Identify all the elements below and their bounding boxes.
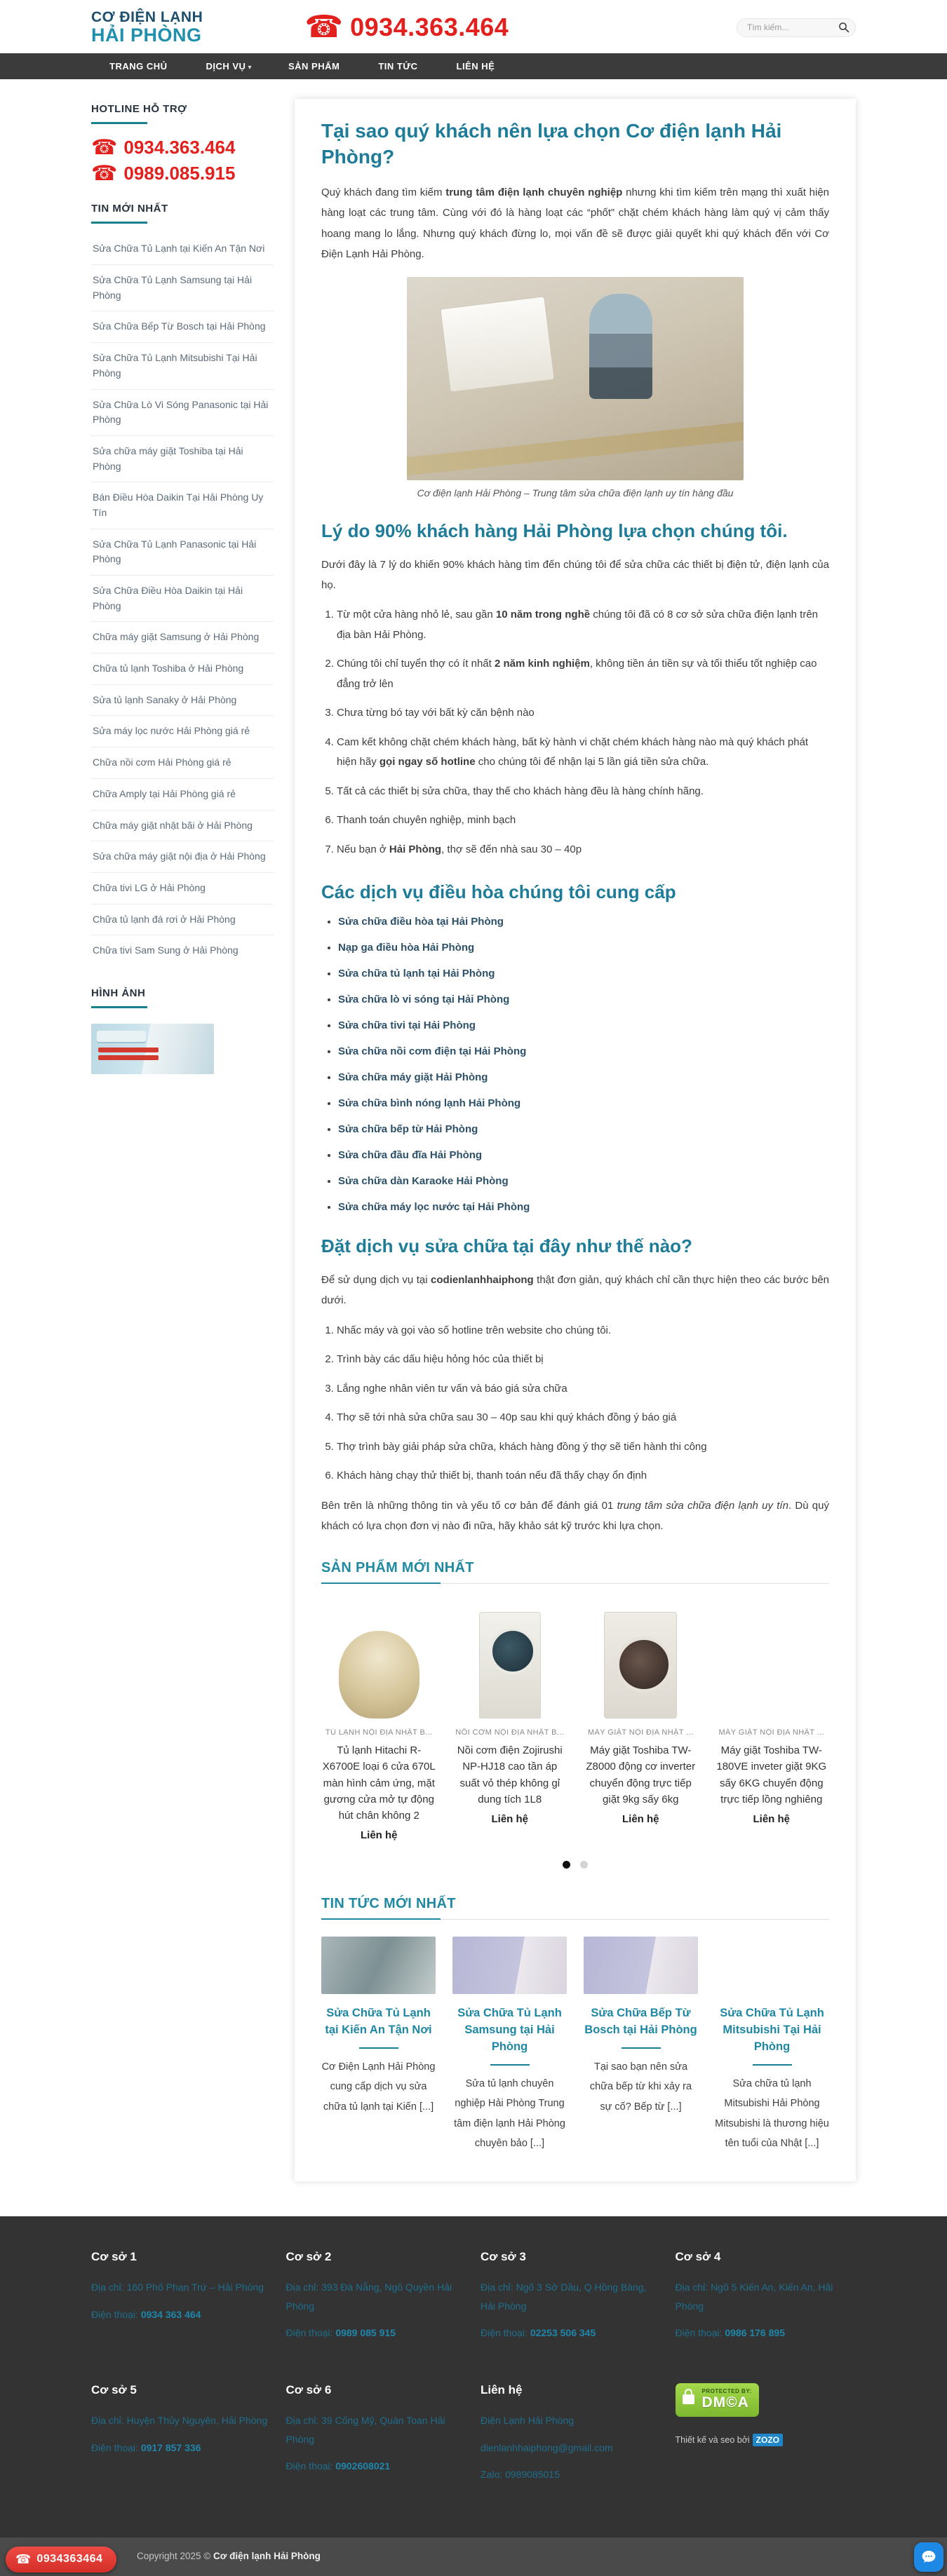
- list-item: [91, 935, 274, 966]
- sidebar-news-link[interactable]: Sửa chữa máy giặt Toshiba tại Hải Phòng: [93, 445, 243, 472]
- dmca-badge[interactable]: PROTECTED BY: DM©A: [676, 2383, 759, 2417]
- article-image: [407, 277, 744, 480]
- service-link[interactable]: Sửa chữa lò vi sóng tại Hải Phòng: [338, 994, 510, 1006]
- sidebar-news-link[interactable]: Chữa nồi cơm Hải Phòng giá rẻ: [93, 757, 231, 768]
- footer-location-title: Cơ sở 5: [91, 2382, 137, 2397]
- reason-item: 1. Từ một cửa hàng nhỏ lẻ, sau gần 10 năm trong nghề chúng tôi đã có 8 cơ sở sửa chữa điện lạnh trên địa bàn Hải Phòng.: [337, 605, 829, 645]
- list-item: [91, 576, 274, 622]
- sidebar-news-link[interactable]: Sửa Chữa Điều Hòa Daikin tại Hải Phòng: [93, 585, 243, 611]
- list-item: [91, 873, 274, 904]
- reasons-intro: Dưới đây là 7 lý do khiến 90% khách hàng tìm đến chúng tôi để sửa chữa các thiết bị điện tử, điện lạnh của họ.: [321, 558, 829, 592]
- nav-link[interactable]: LIÊN HỆ: [456, 61, 495, 72]
- footer-phone-link[interactable]: 02253 506 345: [530, 2327, 596, 2339]
- product-price: Liên hệ: [622, 1813, 659, 1826]
- footer-address: Địa chỉ: 160 Phố Phan Trứ – Hải Phòng: [91, 2282, 264, 2293]
- product-price: Liên hệ: [491, 1813, 528, 1826]
- footer-location: [91, 2383, 272, 2493]
- list-item: [91, 747, 274, 779]
- site-logo[interactable]: [91, 10, 203, 45]
- floating-call-number: 0934363464: [36, 2553, 103, 2565]
- nav-link[interactable]: DỊCH VỤ ▾: [206, 61, 252, 72]
- chevron-down-icon: ▾: [248, 64, 252, 72]
- reason-item: 3. Chưa từng bó tay với bất kỳ căn bệnh nào: [337, 703, 829, 724]
- sidebar-news-link[interactable]: Sửa Chữa Tủ Lạnh Panasonic tại Hải Phòng: [93, 538, 257, 565]
- service-link[interactable]: Sửa chữa bếp từ Hải Phòng: [338, 1123, 478, 1136]
- list-item: [91, 716, 274, 747]
- news-card[interactable]: [452, 1937, 567, 2153]
- step-item: 6. Khách hàng chạy thử thiết bị, thanh toán nếu đã thấy chạy ổn định: [337, 1466, 829, 1486]
- logo-line2: HẢI PHÒNG: [91, 25, 202, 46]
- closing-paragraph: Bên trên là những thông tin và yếu tố cơ bản để đánh giá 01 trung tâm sửa chữa điện lạnh uy tín. Dù quý khách có lựa chọn đơn vị nào đi nữa, hãy khảo sát kỹ trước khi lựa chọn.: [321, 1499, 829, 1532]
- sidebar-promo-image[interactable]: [91, 1024, 214, 1074]
- list-item: [91, 343, 274, 389]
- footer-location-title: Cơ sở 4: [675, 2250, 721, 2264]
- chat-bubble-icon: [920, 2549, 937, 2565]
- footer-phone-line: Điện thoại: 0917 857 336: [91, 2441, 201, 2453]
- sidebar-news-link[interactable]: Chữa tủ lạnh Toshiba ở Hải Phòng: [93, 663, 244, 674]
- nav-link[interactable]: SẢN PHẨM: [288, 61, 340, 72]
- footer-phone-link[interactable]: 0989 085 915: [335, 2327, 396, 2339]
- list-item: [91, 482, 274, 529]
- footer-location: [91, 2250, 272, 2351]
- service-link[interactable]: Sửa chữa bình nóng lạnh Hải Phòng: [338, 1097, 521, 1110]
- service-item: [338, 1045, 829, 1058]
- page-title: Tại sao quý khách nên lựa chọn Cơ điện lạnh Hải Phòng?: [321, 120, 782, 168]
- sidebar-news-link[interactable]: Sửa Chữa Lò Vi Sóng Panasonic tại Hải Phòng: [93, 398, 269, 426]
- product-category[interactable]: NỒI CƠM NỘI ĐỊA NHẬT B...: [455, 1728, 565, 1737]
- image-caption: Cơ điện lạnh Hải Phòng – Trung tâm sửa chữa điện lạnh uy tín hàng đầu: [417, 487, 734, 499]
- carousel-pagination: [321, 1859, 829, 1872]
- copyright-bar: [0, 2537, 947, 2576]
- news-divider: [622, 2047, 661, 2049]
- list-item: [91, 622, 274, 653]
- floating-call-button[interactable]: [6, 2547, 116, 2572]
- reason-item: 2. Chúng tôi chỉ tuyển thợ có ít nhất 2 năm kinh nghiệm, không tiền án tiền sự và tối thiểu tốt nghiệp cao đẳng trở lên: [337, 654, 829, 694]
- footer-contact-name: Điện Lạnh Hải Phòng: [481, 2414, 575, 2426]
- product-shape: [339, 1631, 419, 1719]
- step-item: 1. Nhấc máy và gọi vào số hotline trên website cho chúng tôi.: [337, 1321, 829, 1341]
- service-item: [338, 1071, 829, 1084]
- site-footer: [0, 2216, 947, 2537]
- footer-location-title: Cơ sở 2: [286, 2250, 332, 2264]
- ac-unit-shape: [440, 296, 555, 392]
- header-phone-number: 0934.363.464: [350, 13, 509, 42]
- list-item: [91, 529, 274, 576]
- news-section-title: TIN TỨC MỚI NHẤT: [321, 1896, 456, 1912]
- sidebar-news-link[interactable]: Sửa chữa máy giặt nội địa ở Hải Phòng: [93, 850, 266, 862]
- sidebar-news-link[interactable]: Sửa tủ lạnh Sanaky ở Hải Phòng: [93, 693, 237, 705]
- nav-item: [91, 53, 188, 79]
- header-phone[interactable]: [304, 12, 509, 43]
- service-link[interactable]: Sửa chữa máy lọc nước tại Hải Phòng: [338, 1201, 530, 1214]
- reason-item: 5. Tất cả các thiết bị sửa chữa, thay thế cho khách hàng đều là hàng chính hãng.: [337, 782, 829, 802]
- footer-address: Địa chỉ: Ngõ 5 Kiến An, Kiến An, Hải Phòng: [675, 2282, 833, 2312]
- section-divider: [321, 1583, 829, 1584]
- phone-icon: ☎: [91, 161, 118, 185]
- footer-phone-link[interactable]: 0934 363 464: [140, 2308, 201, 2320]
- service-item: [338, 1019, 829, 1032]
- product-shape: [604, 1612, 677, 1719]
- news-title[interactable]: Sửa Chữa Tủ Lạnh tại Kiến An Tận Nơi: [325, 2007, 432, 2037]
- service-link[interactable]: Sửa chữa đầu đĩa Hải Phòng: [338, 1149, 483, 1162]
- news-card[interactable]: [321, 1937, 436, 2153]
- sidebar-news-link[interactable]: Bán Điều Hòa Daikin Tại Hải Phòng Uy Tín: [93, 492, 264, 518]
- service-link[interactable]: Sửa chữa tivi tại Hải Phòng: [338, 1019, 476, 1032]
- product-card[interactable]: [452, 1601, 568, 1841]
- footer-phone-link[interactable]: 0902608021: [335, 2460, 391, 2472]
- reasons-heading: Lý do 90% khách hàng Hải Phòng lựa chọn chúng tôi.: [321, 520, 788, 542]
- product-shape: [479, 1612, 541, 1719]
- footer-address: Địa chỉ: 39 Cống Mỹ, Quán Toan Hải Phòng: [286, 2414, 445, 2445]
- footer-phone-line: Điện thoại: 02253 506 345: [481, 2327, 596, 2339]
- footer-location: [286, 2383, 467, 2493]
- zalo-chat-button[interactable]: [914, 2542, 943, 2572]
- search-icon[interactable]: [838, 22, 849, 33]
- service-item: [338, 994, 829, 1006]
- product-category[interactable]: TỦ LẠNH NỘI ĐỊA NHẬT B...: [325, 1728, 433, 1737]
- footer-location-title: Cơ sở 1: [91, 2250, 137, 2264]
- copyright-site: Cơ điện lạnh Hải Phòng: [213, 2550, 321, 2561]
- footer-zalo[interactable]: Zalo: 0989085015: [481, 2469, 560, 2481]
- hotline-number[interactable]: ☎ 0934.363.464: [91, 135, 236, 159]
- booking-heading: Đặt dịch vụ sửa chữa tại đây như thế nào?: [321, 1235, 692, 1257]
- list-item: [91, 390, 274, 436]
- service-link[interactable]: Nạp ga điều hòa Hải Phòng: [338, 942, 475, 954]
- article-figure: [321, 277, 829, 499]
- service-link[interactable]: Sửa chữa điều hòa tại Hải Phòng: [338, 916, 504, 928]
- news-card[interactable]: [584, 1937, 698, 2153]
- news-card[interactable]: [715, 1937, 829, 2153]
- list-item: [91, 779, 274, 811]
- list-item: [91, 436, 274, 482]
- product-image: [321, 1601, 437, 1719]
- step-item: 4. Thợ sẽ tới nhà sửa chữa sau 30 – 40p sau khi quý khách đồng ý báo giá: [337, 1408, 829, 1428]
- news-thumbnail: [452, 1937, 567, 1994]
- sidebar-news-link[interactable]: Sửa Chữa Tủ Lạnh Samsung tại Hải Phòng: [93, 274, 253, 301]
- nav-item: [270, 53, 360, 79]
- sidebar-news-link[interactable]: Sửa Chữa Tủ Lạnh tại Kiến An Tận Nơi: [93, 243, 265, 255]
- footer-phone-line: Điện thoại: 0902608021: [286, 2460, 391, 2472]
- footer-location-title: Cơ sở 6: [286, 2382, 332, 2397]
- list-item: [91, 841, 274, 873]
- footer-address: Địa chỉ: Ngõ 3 Sở Dầu, Q Hồng Bàng, Hải Phòng: [481, 2282, 647, 2312]
- zozo-badge[interactable]: ZOZO: [753, 2434, 783, 2446]
- sidebar-news-link[interactable]: Chữa tivi Sam Sung ở Hải Phòng: [93, 944, 239, 956]
- footer-location: [481, 2250, 661, 2351]
- service-item: [338, 1123, 829, 1136]
- footer-phone-line: Điện thoại: 0986 176 895: [675, 2327, 785, 2339]
- list-item: [91, 233, 274, 265]
- service-item: [338, 1097, 829, 1110]
- service-item: [338, 1149, 829, 1162]
- phone-icon: ☎: [91, 135, 118, 159]
- footer-phone-link[interactable]: 0917 857 336: [140, 2441, 201, 2453]
- section-divider: [321, 1919, 829, 1920]
- product-category[interactable]: MÁY GIẶT NỘI ĐỊA NHẬT ...: [718, 1728, 825, 1737]
- service-item: [338, 1201, 829, 1214]
- news-thumbnail: [321, 1937, 436, 1994]
- news-title[interactable]: Sửa Chữa Tủ Lạnh Samsung tại Hải Phòng: [457, 2007, 562, 2054]
- images-title: HÌNH ẢNH: [91, 987, 274, 1008]
- services-heading: Các dịch vụ điều hòa chúng tôi cung cấp: [321, 881, 676, 903]
- service-item: [338, 916, 829, 928]
- news-divider: [490, 2064, 530, 2066]
- footer-location-title: Cơ sở 3: [481, 2250, 526, 2264]
- product-category[interactable]: MÁY GIẶT NỘI ĐỊA NHẬT ...: [587, 1728, 694, 1737]
- sidebar-news-link[interactable]: Sửa máy lọc nước Hải Phòng giá rẻ: [93, 725, 250, 737]
- list-item: [91, 904, 274, 936]
- news-excerpt: Tại sao bạn nên sửa chữa bếp từ khi xảy ra sự cố? Bếp từ [...]: [589, 2061, 692, 2113]
- worker-shape: [589, 294, 652, 399]
- product-title[interactable]: Nồi cơm điện Zojirushi NP-HJ18 cao tần áp suất vỏ thép không gỉ dung tích 1L8: [457, 1744, 563, 1805]
- service-link[interactable]: Sửa chữa tủ lạnh tại Hải Phòng: [338, 968, 495, 980]
- sidebar-news-link[interactable]: Chữa máy giặt nhật bãi ở Hải Phòng: [93, 819, 253, 831]
- logo-line1: CƠ ĐIỆN LẠNH: [91, 9, 203, 25]
- hotline-number[interactable]: ☎ 0989.085.915: [91, 161, 236, 185]
- list-item: [91, 311, 274, 343]
- product-image: [583, 1601, 699, 1719]
- nav-item: [438, 53, 516, 79]
- sidebar-news-link[interactable]: Sửa Chữa Bếp Từ Bosch tại Hải Phòng: [93, 320, 266, 332]
- latest-news-title: TIN MỚI NHẤT: [91, 203, 274, 224]
- nav-link[interactable]: TRANG CHỦ: [109, 61, 168, 72]
- reason-item: 7. Nếu bạn ở Hải Phòng, thợ sẽ đến nhà sau 30 – 40p: [337, 840, 829, 860]
- carousel-dot-active[interactable]: [563, 1861, 570, 1869]
- products-section-title: SẢN PHẨM MỚI NHẤT: [321, 1560, 474, 1576]
- product-card[interactable]: [714, 1601, 830, 1841]
- service-link[interactable]: Sửa chữa dàn Karaoke Hải Phòng: [338, 1175, 509, 1188]
- footer-location: [676, 2250, 857, 2351]
- footer-address: Địa chỉ: Huyện Thủy Nguyên, Hải Phòng: [91, 2414, 268, 2426]
- product-image: [452, 1601, 568, 1719]
- list-item: [91, 811, 274, 842]
- step-item: 5. Thợ trình bày giải pháp sửa chữa, khách hàng đồng ý thợ sẽ tiến hành thi công: [337, 1437, 829, 1458]
- step-item: 2. Trình bày các dấu hiệu hỏng hóc của thiết bị: [337, 1350, 829, 1370]
- list-item: [91, 265, 274, 311]
- product-price: Liên hệ: [753, 1813, 790, 1826]
- news-title[interactable]: Sửa Chữa Tủ Lạnh Mitsubishi Tại Hải Phòng: [720, 2007, 824, 2054]
- reason-item: 4. Cam kết không chặt chém khách hàng, bất kỳ hành vi chặt chém khách hàng nào mà quý khách phát hiện hãy gọi ngay số hotline cho chúng tôi để nhận lại 5 lần giá tiền sửa chữa.: [337, 733, 829, 773]
- footer-contact: [481, 2383, 661, 2493]
- intro-paragraph: Quý khách đang tìm kiếm trung tâm điện lạnh chuyên nghiệp nhưng khi tìm kiếm trên mạng thì xuất hiện hàng loạt các trung tâm. Cùng với đó là hàng loạt các “phốt” chặt chém khách hàng làm quý vị cảm thấy hoang mang lo lắng. Nhưng quý khách đừng lo, mọi vấn đề sẽ được giải quyết khi quý khách đến với Cơ Điện Lạnh Hải Phòng.: [321, 187, 830, 260]
- footer-address: Địa chỉ: 393 Đà Nẵng, Ngô Quyền Hải Phòng: [286, 2282, 452, 2312]
- design-credit: Thiết kế và seo bởi ZOZO: [676, 2435, 857, 2445]
- footer-phone-line: Điện thoại: 0934 363 464: [91, 2308, 201, 2320]
- hotline-title: HOTLINE HỖ TRỢ: [91, 103, 274, 124]
- step-item: 3. Lắng nghe nhân viên tư vấn và báo giá sửa chữa: [337, 1379, 829, 1399]
- footer-contact-title: Liên hệ: [481, 2382, 523, 2397]
- product-card[interactable]: [321, 1601, 437, 1841]
- beam-shape: [407, 418, 744, 477]
- sidebar-news-link[interactable]: Chữa tủ lạnh đá rơi ở Hải Phòng: [93, 913, 236, 925]
- sidebar: [91, 99, 274, 2181]
- carousel-dot[interactable]: [580, 1861, 588, 1869]
- nav-item: [360, 53, 438, 79]
- footer-phone-link[interactable]: 0986 176 895: [725, 2327, 785, 2339]
- news-divider: [753, 2064, 792, 2066]
- news-excerpt: Cơ Điện Lạnh Hải Phòng cung cấp dịch vụ sửa chữa tủ lạnh tại Kiến [...]: [321, 2061, 436, 2113]
- service-item: [338, 1175, 829, 1188]
- copyright-text: Copyright 2025 ©: [137, 2550, 214, 2561]
- main-nav: [0, 53, 947, 79]
- news-title[interactable]: Sửa Chữa Bếp Từ Bosch tại Hải Phòng: [584, 2007, 697, 2037]
- nav-link[interactable]: TIN TỨC: [378, 61, 418, 72]
- site-header: [0, 0, 947, 53]
- news-thumbnail: [715, 1937, 829, 1994]
- sidebar-news-link[interactable]: Chữa Amply tại Hải Phòng giá rẻ: [93, 787, 236, 799]
- list-item: [91, 653, 274, 685]
- footer-phone-line: Điện thoại: 0989 085 915: [286, 2327, 396, 2339]
- sidebar-news-link[interactable]: Chữa tivi LG ở Hải Phòng: [93, 881, 206, 893]
- footer-badges: [676, 2383, 857, 2493]
- search-box: [737, 18, 856, 37]
- news-thumbnail: [584, 1937, 698, 1994]
- service-item: [338, 968, 829, 980]
- service-link[interactable]: Sửa chữa máy giặt Hải Phòng: [338, 1071, 488, 1084]
- product-image: [714, 1601, 830, 1719]
- product-price: Liên hệ: [360, 1829, 398, 1842]
- footer-location: [286, 2250, 467, 2351]
- service-item: [338, 942, 829, 954]
- reason-item: 6. Thanh toán chuyên nghiệp, minh bạch: [337, 811, 829, 831]
- nav-item: [188, 53, 270, 79]
- sidebar-news-link[interactable]: Sửa Chữa Tủ Lạnh Mitsubishi Tại Hải Phòng: [93, 352, 257, 379]
- product-card[interactable]: [583, 1601, 699, 1841]
- news-divider: [359, 2047, 398, 2049]
- service-link[interactable]: Sửa chữa nồi cơm điện tại Hải Phòng: [338, 1045, 527, 1058]
- news-excerpt: Sửa chữa tủ lạnh Mitsubishi Hải Phòng Mitsubishi là thương hiệu tên tuổi của Nhật [...]: [715, 2078, 829, 2149]
- product-title[interactable]: Máy giặt Toshiba TW-Z8000 động cơ inverter chuyển động trực tiếp giặt 9kg sấy 6kg: [586, 1744, 696, 1805]
- phone-icon: ☎: [15, 2551, 32, 2566]
- product-title[interactable]: Tủ lạnh Hitachi R-X6700E loại 6 cửa 670L màn hình cảm ứng, mặt gương cửa mở tự động hút chân không 2: [322, 1744, 436, 1822]
- news-excerpt: Sửa tủ lạnh chuyên nghiệp Hải Phòng Trung tâm điện lạnh Hải Phòng chuyên bảo [...]: [454, 2078, 565, 2149]
- main-article: [295, 99, 856, 2181]
- product-title[interactable]: Máy giặt Toshiba TW-180VE inveter giặt 9KG sấy 6KG chuyển động trực tiếp lồng nghiêng: [716, 1744, 827, 1805]
- footer-email-link[interactable]: dienlanhhaiphong@gmail.com: [481, 2441, 613, 2453]
- list-item: [91, 685, 274, 717]
- sidebar-news-link[interactable]: Chữa máy giặt Samsung ở Hải Phòng: [93, 631, 260, 643]
- lock-icon: [683, 2394, 694, 2404]
- booking-intro: Để sử dụng dịch vụ tại codienlanhhaiphong thật đơn giản, quý khách chỉ cần thực hiện theo các bước bên dưới.: [321, 1274, 830, 1307]
- phone-icon: ☎: [304, 10, 344, 45]
